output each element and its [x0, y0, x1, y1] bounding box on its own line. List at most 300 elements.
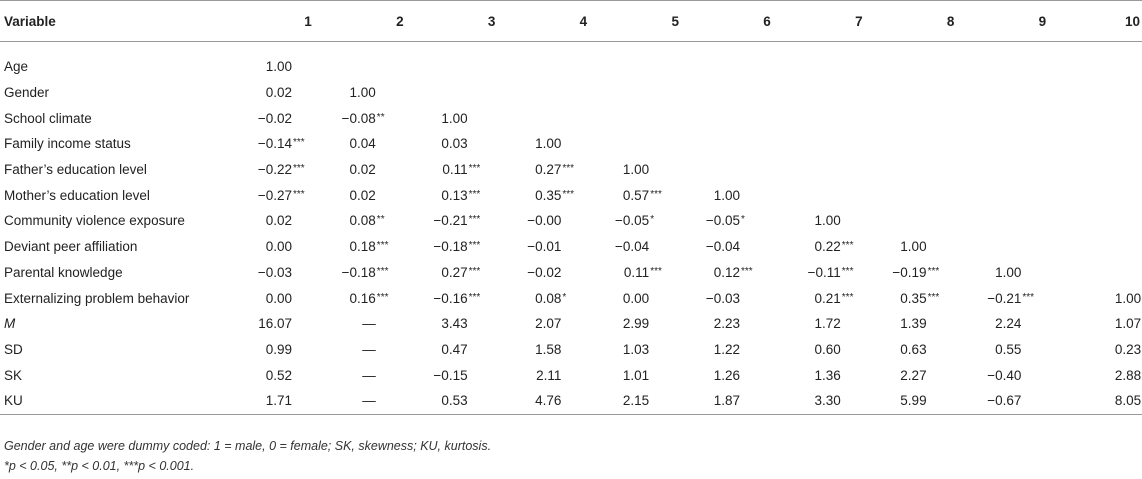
table-cell — [1050, 285, 1142, 311]
table-cell — [775, 311, 867, 337]
cell-value: — — [362, 316, 376, 332]
cell-value: 1.00 — [349, 85, 376, 101]
cell-value: 0.99 — [265, 341, 292, 357]
cell-value: 0.11 — [442, 162, 468, 178]
cell-value: −0.05 — [615, 213, 650, 229]
table-cell — [591, 105, 683, 131]
cell-value: 2.11 — [536, 367, 562, 383]
table-cell — [316, 362, 408, 388]
cell-value: −0.15 — [433, 367, 468, 383]
significance-marker: *** — [376, 291, 389, 303]
cell-value: 0.13 — [441, 187, 468, 203]
cell-value: 0.27 — [535, 162, 562, 178]
table-cell — [316, 131, 408, 157]
significance-marker: * — [650, 214, 655, 226]
table-cell — [1050, 362, 1142, 388]
table-row — [0, 131, 1142, 157]
cell-value: 0.53 — [441, 393, 468, 409]
table-cell — [958, 105, 1050, 131]
table-cell — [867, 105, 959, 131]
table-cell — [867, 362, 959, 388]
table-cell — [408, 105, 500, 131]
cell-value: −0.18 — [433, 239, 468, 255]
table-cell — [591, 311, 683, 337]
table-cell — [499, 337, 591, 363]
significance-marker: *** — [468, 163, 481, 175]
row-label: M — [4, 316, 16, 332]
table-cell — [316, 157, 408, 183]
table-cell — [775, 234, 867, 260]
footnote-coding: Gender and age were dummy coded: 1 = male, 0 = female; SK, skewness; KU, kurtosis. — [4, 439, 492, 453]
significance-marker: *** — [293, 137, 305, 149]
row-label: Age — [4, 59, 29, 75]
cell-value: 1.72 — [814, 316, 841, 332]
cell-value: 1.87 — [713, 393, 740, 409]
table-cell — [591, 54, 683, 80]
table-cell — [408, 362, 500, 388]
table-row — [0, 260, 1142, 286]
row-label: Family income status — [4, 136, 131, 152]
table-cell — [591, 131, 683, 157]
cell-value: −0.03 — [705, 290, 740, 306]
table-cell — [1050, 54, 1142, 80]
cell-value: −0.05 — [705, 213, 740, 229]
table-cell — [316, 234, 408, 260]
table-cell — [224, 105, 316, 131]
cell-value: 2.27 — [900, 367, 927, 383]
cell-value: −0.67 — [987, 393, 1022, 409]
significance-marker: * — [740, 214, 745, 226]
table-cell — [775, 362, 867, 388]
table-cell — [224, 311, 316, 337]
significance-marker: *** — [740, 265, 753, 277]
header-col-6: 6 — [683, 1, 775, 42]
table-cell — [499, 388, 591, 414]
cell-value: −0.11 — [807, 264, 841, 280]
table-cell — [867, 131, 959, 157]
cell-value: 0.27 — [441, 264, 468, 280]
cell-value: −0.16 — [433, 290, 468, 306]
table-cell — [591, 182, 683, 208]
table-row — [0, 157, 1142, 183]
cell-value: 1.03 — [622, 341, 650, 357]
row-label: Community violence exposure — [4, 213, 185, 229]
cell-value: 1.22 — [713, 341, 740, 357]
table-row — [0, 234, 1142, 260]
table-cell — [683, 311, 775, 337]
cell-value: 1.07 — [1114, 316, 1142, 332]
cell-value: 1.00 — [265, 59, 292, 75]
table-cell — [499, 182, 591, 208]
row-label: SD — [4, 341, 23, 357]
table-cell — [867, 234, 959, 260]
table-row — [0, 388, 1142, 414]
table-cell — [591, 234, 683, 260]
table-cell — [683, 388, 775, 414]
table-cell — [867, 208, 959, 234]
table-cell — [408, 208, 500, 234]
table-cell — [867, 388, 959, 414]
cell-value: 0.52 — [265, 367, 292, 383]
table-cell — [867, 182, 959, 208]
header-col-9: 9 — [958, 1, 1050, 42]
table-cell — [499, 105, 591, 131]
table-cell — [683, 54, 775, 80]
cell-value: 1.01 — [622, 367, 650, 383]
table-cell — [775, 182, 867, 208]
table-cell — [408, 285, 500, 311]
table-cell — [867, 260, 959, 286]
cell-value: 2.88 — [1114, 367, 1142, 383]
header-col-4: 4 — [499, 1, 591, 42]
cell-value: 1.00 — [814, 213, 841, 229]
cell-value: 1.00 — [441, 110, 468, 126]
table-cell — [775, 80, 867, 106]
cell-value: 0.22 — [814, 239, 841, 255]
table-cell — [316, 182, 408, 208]
cell-value: 0.35 — [535, 187, 562, 203]
row-label: School climate — [4, 110, 92, 126]
table-cell — [316, 285, 408, 311]
table-cell — [1050, 131, 1142, 157]
table-row — [0, 285, 1142, 311]
significance-marker: *** — [376, 265, 389, 277]
table-cell — [499, 362, 591, 388]
cell-value: 2.24 — [995, 316, 1022, 332]
table-cell — [958, 182, 1050, 208]
header-variable: Variable — [0, 1, 224, 42]
table-cell — [499, 157, 591, 183]
table-cell — [958, 362, 1050, 388]
significance-marker: *** — [927, 265, 940, 277]
table-cell — [683, 105, 775, 131]
significance-marker: ** — [376, 214, 385, 226]
cell-value: 0.04 — [349, 136, 376, 152]
significance-marker: *** — [293, 188, 305, 200]
table-cell — [1050, 105, 1142, 131]
table-cell — [224, 54, 316, 80]
table-cell — [867, 337, 959, 363]
table-cell — [591, 260, 683, 286]
cell-value: −0.04 — [615, 239, 650, 255]
row-label: Mother’s education level — [4, 187, 150, 203]
row-label: Externalizing problem behavior — [4, 290, 190, 306]
cell-value: — — [362, 393, 376, 409]
cell-value: 0.63 — [900, 341, 927, 357]
table-cell — [775, 337, 867, 363]
table-cell — [775, 388, 867, 414]
table-cell — [958, 388, 1050, 414]
table-cell — [224, 131, 316, 157]
table-cell — [1050, 234, 1142, 260]
table-cell — [683, 208, 775, 234]
cell-value: −0.18 — [341, 264, 376, 280]
significance-marker: *** — [1022, 291, 1035, 303]
table-cell — [867, 157, 959, 183]
table-cell — [683, 337, 775, 363]
table-cell — [867, 80, 959, 106]
significance-marker: * — [562, 291, 567, 303]
cell-value: 0.35 — [900, 290, 927, 306]
cell-value: 2.15 — [622, 393, 650, 409]
table-cell — [408, 182, 500, 208]
table-cell — [958, 131, 1050, 157]
cell-value: 0.03 — [441, 136, 468, 152]
table-cell — [775, 208, 867, 234]
table-cell — [591, 285, 683, 311]
footnote-significance: *p < 0.05, **p < 0.01, ***p < 0.001. — [4, 459, 195, 473]
table-cell — [316, 54, 408, 80]
significance-marker: *** — [650, 188, 662, 200]
table-cell — [775, 54, 867, 80]
cell-value: 0.21 — [814, 290, 841, 306]
cell-value: — — [362, 341, 376, 357]
cell-value: 1.00 — [713, 187, 740, 203]
cell-value: −0.40 — [987, 367, 1022, 383]
table-cell — [316, 80, 408, 106]
table-cell — [1050, 208, 1142, 234]
table-cell — [958, 234, 1050, 260]
table-cell — [224, 80, 316, 106]
table-header-row — [0, 1, 1142, 42]
cell-value: 0.12 — [713, 264, 740, 280]
table-cell — [1050, 260, 1142, 286]
table-cell — [958, 337, 1050, 363]
table-row — [0, 362, 1142, 388]
significance-marker: *** — [468, 240, 481, 252]
table-cell — [683, 234, 775, 260]
table-cell — [316, 337, 408, 363]
significance-marker: *** — [562, 163, 575, 175]
table-cell — [1050, 80, 1142, 106]
cell-value: 1.00 — [622, 162, 650, 178]
table-cell — [591, 388, 683, 414]
table-cell — [591, 337, 683, 363]
table-cell — [958, 80, 1050, 106]
table-cell — [958, 157, 1050, 183]
table-cell — [408, 337, 500, 363]
table-cell — [1050, 337, 1142, 363]
cell-value: 2.99 — [622, 316, 650, 332]
table-cell — [958, 54, 1050, 80]
cell-value: −0.08 — [341, 110, 376, 126]
cell-value: −0.04 — [705, 239, 740, 255]
table-cell — [499, 285, 591, 311]
cell-value: 0.23 — [1114, 341, 1142, 357]
table-cell — [408, 54, 500, 80]
cell-value: 2.23 — [713, 316, 740, 332]
cell-value: 0.00 — [265, 290, 292, 306]
table-cell — [316, 311, 408, 337]
cell-value: 0.02 — [265, 85, 292, 101]
table-cell — [224, 157, 316, 183]
table-cell — [958, 311, 1050, 337]
table-row — [0, 80, 1142, 106]
table-cell — [958, 260, 1050, 286]
cell-value: 1.58 — [535, 341, 562, 357]
header-col-7: 7 — [775, 1, 867, 42]
table-cell — [958, 285, 1050, 311]
table-cell — [683, 285, 775, 311]
significance-marker: *** — [468, 291, 481, 303]
cell-value: −0.02 — [257, 110, 292, 126]
cell-value: 1.26 — [713, 367, 740, 383]
table-cell — [224, 234, 316, 260]
header-col-3: 3 — [408, 1, 500, 42]
table-cell — [1050, 182, 1142, 208]
cell-value: 2.07 — [535, 316, 562, 332]
cell-value: 8.05 — [1114, 393, 1142, 409]
table-cell — [316, 208, 408, 234]
table-cell — [408, 131, 500, 157]
table-cell — [775, 285, 867, 311]
table-cell — [499, 131, 591, 157]
row-label: KU — [0, 388, 224, 414]
table-cell — [499, 260, 591, 286]
table-cell — [1050, 157, 1142, 183]
header-col-5: 5 — [591, 1, 683, 42]
table-cell — [224, 208, 316, 234]
cell-value: 16.07 — [258, 316, 292, 332]
cell-value: — — [362, 367, 376, 383]
cell-value: −0.02 — [527, 264, 562, 280]
cell-value: 0.60 — [814, 341, 841, 357]
table-cell — [775, 105, 867, 131]
table-cell — [316, 388, 408, 414]
cell-value: 0.18 — [349, 239, 376, 255]
significance-marker: *** — [841, 291, 854, 303]
table-cell — [683, 80, 775, 106]
row-label: Deviant peer affiliation — [4, 239, 138, 255]
cell-value: −0.00 — [527, 213, 562, 229]
cell-value: 0.55 — [995, 341, 1022, 357]
header-col-10: 10 — [1050, 1, 1142, 42]
table-row — [0, 182, 1142, 208]
table-row — [0, 54, 1142, 80]
table-cell — [591, 80, 683, 106]
significance-marker: *** — [927, 291, 940, 303]
table-cell — [867, 54, 959, 80]
significance-marker: *** — [562, 188, 575, 200]
table-cell — [408, 311, 500, 337]
table-cell — [224, 337, 316, 363]
cell-value: 0.02 — [265, 213, 292, 229]
table-cell — [591, 157, 683, 183]
header-col-8: 8 — [867, 1, 959, 42]
row-label: Parental knowledge — [4, 264, 123, 280]
table-cell — [499, 80, 591, 106]
significance-marker: *** — [468, 214, 481, 226]
table-cell — [1050, 388, 1142, 414]
table-cell — [224, 388, 316, 414]
table-row — [0, 311, 1142, 337]
table-cell — [683, 131, 775, 157]
table-row — [0, 208, 1142, 234]
significance-marker: *** — [468, 265, 481, 277]
table-cell — [499, 234, 591, 260]
table-cell — [224, 260, 316, 286]
table-body — [0, 42, 1142, 415]
table-cell — [224, 362, 316, 388]
cell-value: 0.08 — [535, 290, 562, 306]
table-cell — [775, 131, 867, 157]
cell-value: −0.19 — [892, 264, 927, 280]
table-cell — [224, 182, 316, 208]
cell-value: 0.11 — [623, 264, 650, 280]
cell-value: −0.21 — [987, 290, 1022, 306]
header-col-2: 2 — [316, 1, 408, 42]
cell-value: 3.43 — [441, 316, 468, 332]
cell-value: 1.00 — [1114, 290, 1142, 306]
cell-value: −0.27 — [257, 187, 292, 203]
cell-value: −0.21 — [433, 213, 468, 229]
table-cell — [775, 260, 867, 286]
table-cell — [499, 208, 591, 234]
table-cell — [958, 208, 1050, 234]
row-label: Father’s education level — [4, 162, 147, 178]
cell-value: −0.01 — [527, 239, 562, 255]
significance-marker: ** — [376, 111, 385, 123]
cell-value: −0.14 — [257, 136, 292, 152]
cell-value: 1.00 — [535, 136, 562, 152]
significance-marker: *** — [841, 240, 854, 252]
row-label: Gender — [4, 85, 50, 101]
cell-value: 1.00 — [900, 239, 927, 255]
table-cell — [683, 157, 775, 183]
table-cell — [683, 182, 775, 208]
table-row — [0, 337, 1142, 363]
cell-value: 3.30 — [814, 393, 841, 409]
cell-value: −0.22 — [257, 162, 292, 178]
cell-value: 1.71 — [265, 393, 292, 409]
cell-value: 0.08 — [349, 213, 376, 229]
significance-marker: *** — [841, 265, 854, 277]
cell-value: 0.57 — [622, 187, 650, 203]
cell-value: 0.02 — [349, 187, 376, 203]
table-cell — [867, 285, 959, 311]
table-cell — [775, 157, 867, 183]
cell-value: 1.00 — [995, 264, 1022, 280]
significance-marker: *** — [293, 163, 305, 175]
table-cell — [499, 54, 591, 80]
table-cell — [683, 260, 775, 286]
table-cell — [408, 157, 500, 183]
table-cell — [408, 388, 500, 414]
table-cell — [867, 311, 959, 337]
cell-value: 0.00 — [622, 290, 650, 306]
cell-value: 0.02 — [349, 162, 376, 178]
cell-value: 0.16 — [349, 290, 376, 306]
table-cell — [591, 208, 683, 234]
cell-value: 0.47 — [441, 341, 468, 357]
row-label: SK — [4, 367, 23, 383]
cell-value: 1.39 — [900, 316, 927, 332]
table-cell — [316, 105, 408, 131]
cell-value: −0.03 — [257, 264, 292, 280]
table-cell — [408, 260, 500, 286]
cell-value: 4.76 — [535, 393, 562, 409]
significance-marker: *** — [468, 188, 481, 200]
table-cell — [408, 234, 500, 260]
table-row — [0, 105, 1142, 131]
table-cell — [224, 285, 316, 311]
table-cell — [316, 260, 408, 286]
cell-value: 0.00 — [265, 239, 292, 255]
table-cell — [499, 311, 591, 337]
table-cell — [408, 80, 500, 106]
table-cell — [1050, 311, 1142, 337]
cell-value: 1.36 — [814, 367, 841, 383]
